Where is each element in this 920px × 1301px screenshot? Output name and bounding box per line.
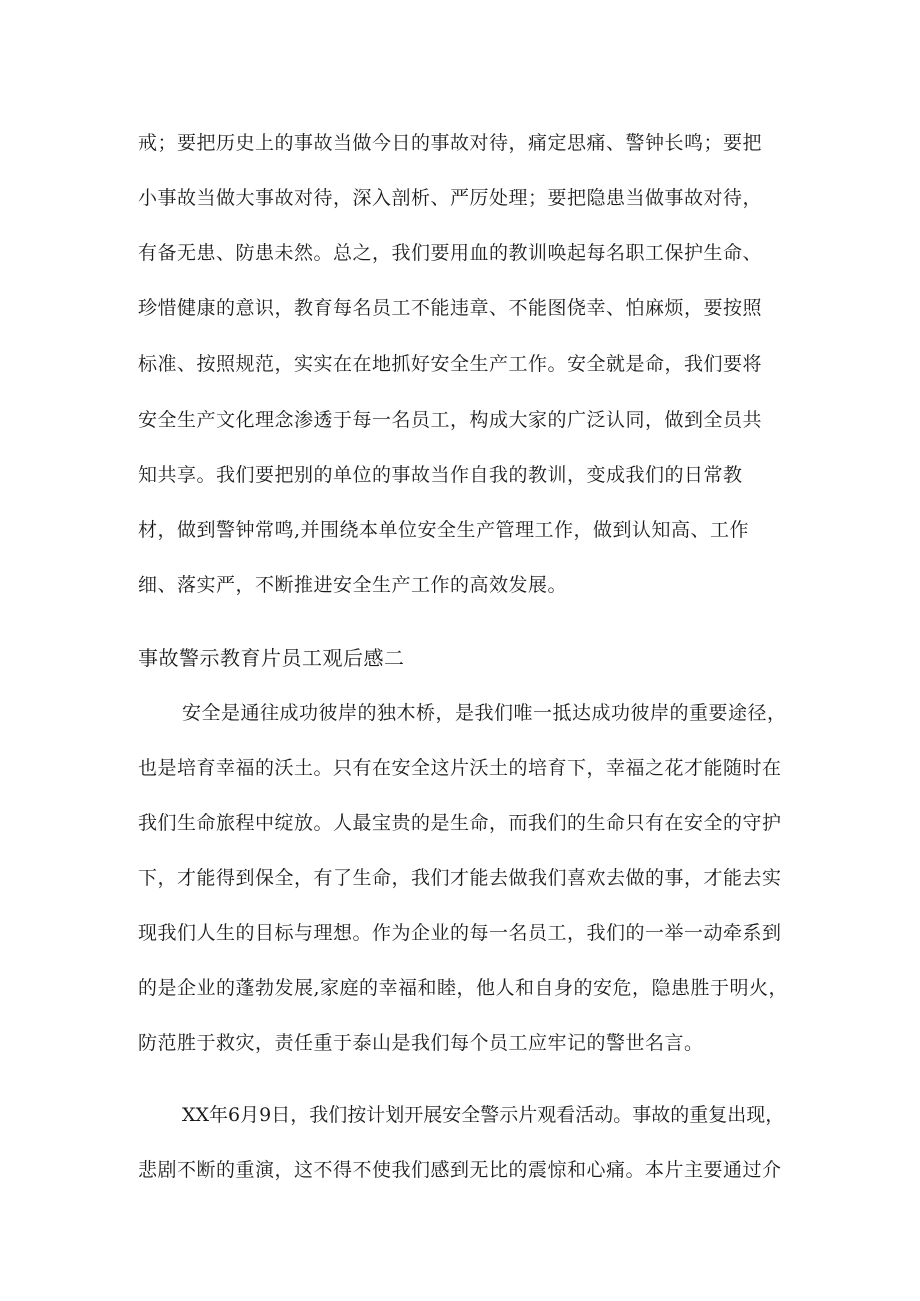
paragraph-line: 珍惜健康的意识，教育每名员工不能违章、不能图侥幸、怕麻烦，要按照 — [138, 297, 763, 319]
paragraph-line: 安全是通往成功彼岸的独木桥，是我们唯一抵达成功彼岸的重要途径， — [182, 702, 787, 724]
paragraph-line: 悲剧不断的重演，这不得不使我们感到无比的震惊和心痛。本片主要通过介 — [138, 1159, 782, 1181]
paragraph-line: 防范胜于救灾，责任重于泰山是我们每个员工应牢记的警世名言。 — [138, 1032, 704, 1054]
paragraph-line: 我们生命旅程中绽放。人最宝贵的是生命，而我们的生命只有在安全的守护 — [138, 812, 782, 834]
paragraph-line: 知共享。我们要把别的单位的事故当作自我的教训，变成我们的日常教 — [138, 464, 743, 486]
paragraph-line: 戒；要把历史上的事故当做今日的事故对待，痛定思痛、警钟长鸣；要把 — [138, 132, 763, 154]
section-heading: 事故警示教育片员工观后感二 — [138, 646, 405, 670]
paragraph-line: 的是企业的蓬勃发展,家庭的幸福和睦，他人和自身的安危，隐患胜于明火， — [138, 977, 789, 999]
paragraph-line: 细、落实严，不断推进安全生产工作的高效发展。 — [138, 574, 568, 596]
paragraph-line: 也是培育幸福的沃土。只有在安全这片沃土的培育下，幸福之花才能随时在 — [138, 757, 782, 779]
paragraph-line: 下，才能得到保全，有了生命，我们才能去做我们喜欢去做的事，才能去实 — [138, 867, 782, 889]
paragraph-line: 安全生产文化理念渗透于每一名员工，构成大家的广泛认同，做到全员共 — [138, 409, 763, 431]
paragraph-line: 标准、按照规范，实实在在地抓好安全生产工作。安全就是命，我们要将 — [138, 353, 763, 375]
paragraph-line: 小事故当做大事故对待，深入剖析、严厉处理；要把隐患当做事故对待， — [138, 187, 763, 209]
paragraph-line: 材，做到警钟常鸣,并围绕本单位安全生产管理工作，做到认知高、工作 — [138, 519, 750, 541]
paragraph-line: 有备无患、防患未然。总之，我们要用血的教训唤起每名职工保护生命、 — [138, 242, 763, 264]
paragraph-line: 现我们人生的目标与理想。作为企业的每一名员工，我们的一举一动牵系到 — [138, 922, 782, 944]
paragraph-line: XX年6月9日，我们按计划开展安全警示片观看活动。事故的重复出现， — [182, 1104, 785, 1126]
